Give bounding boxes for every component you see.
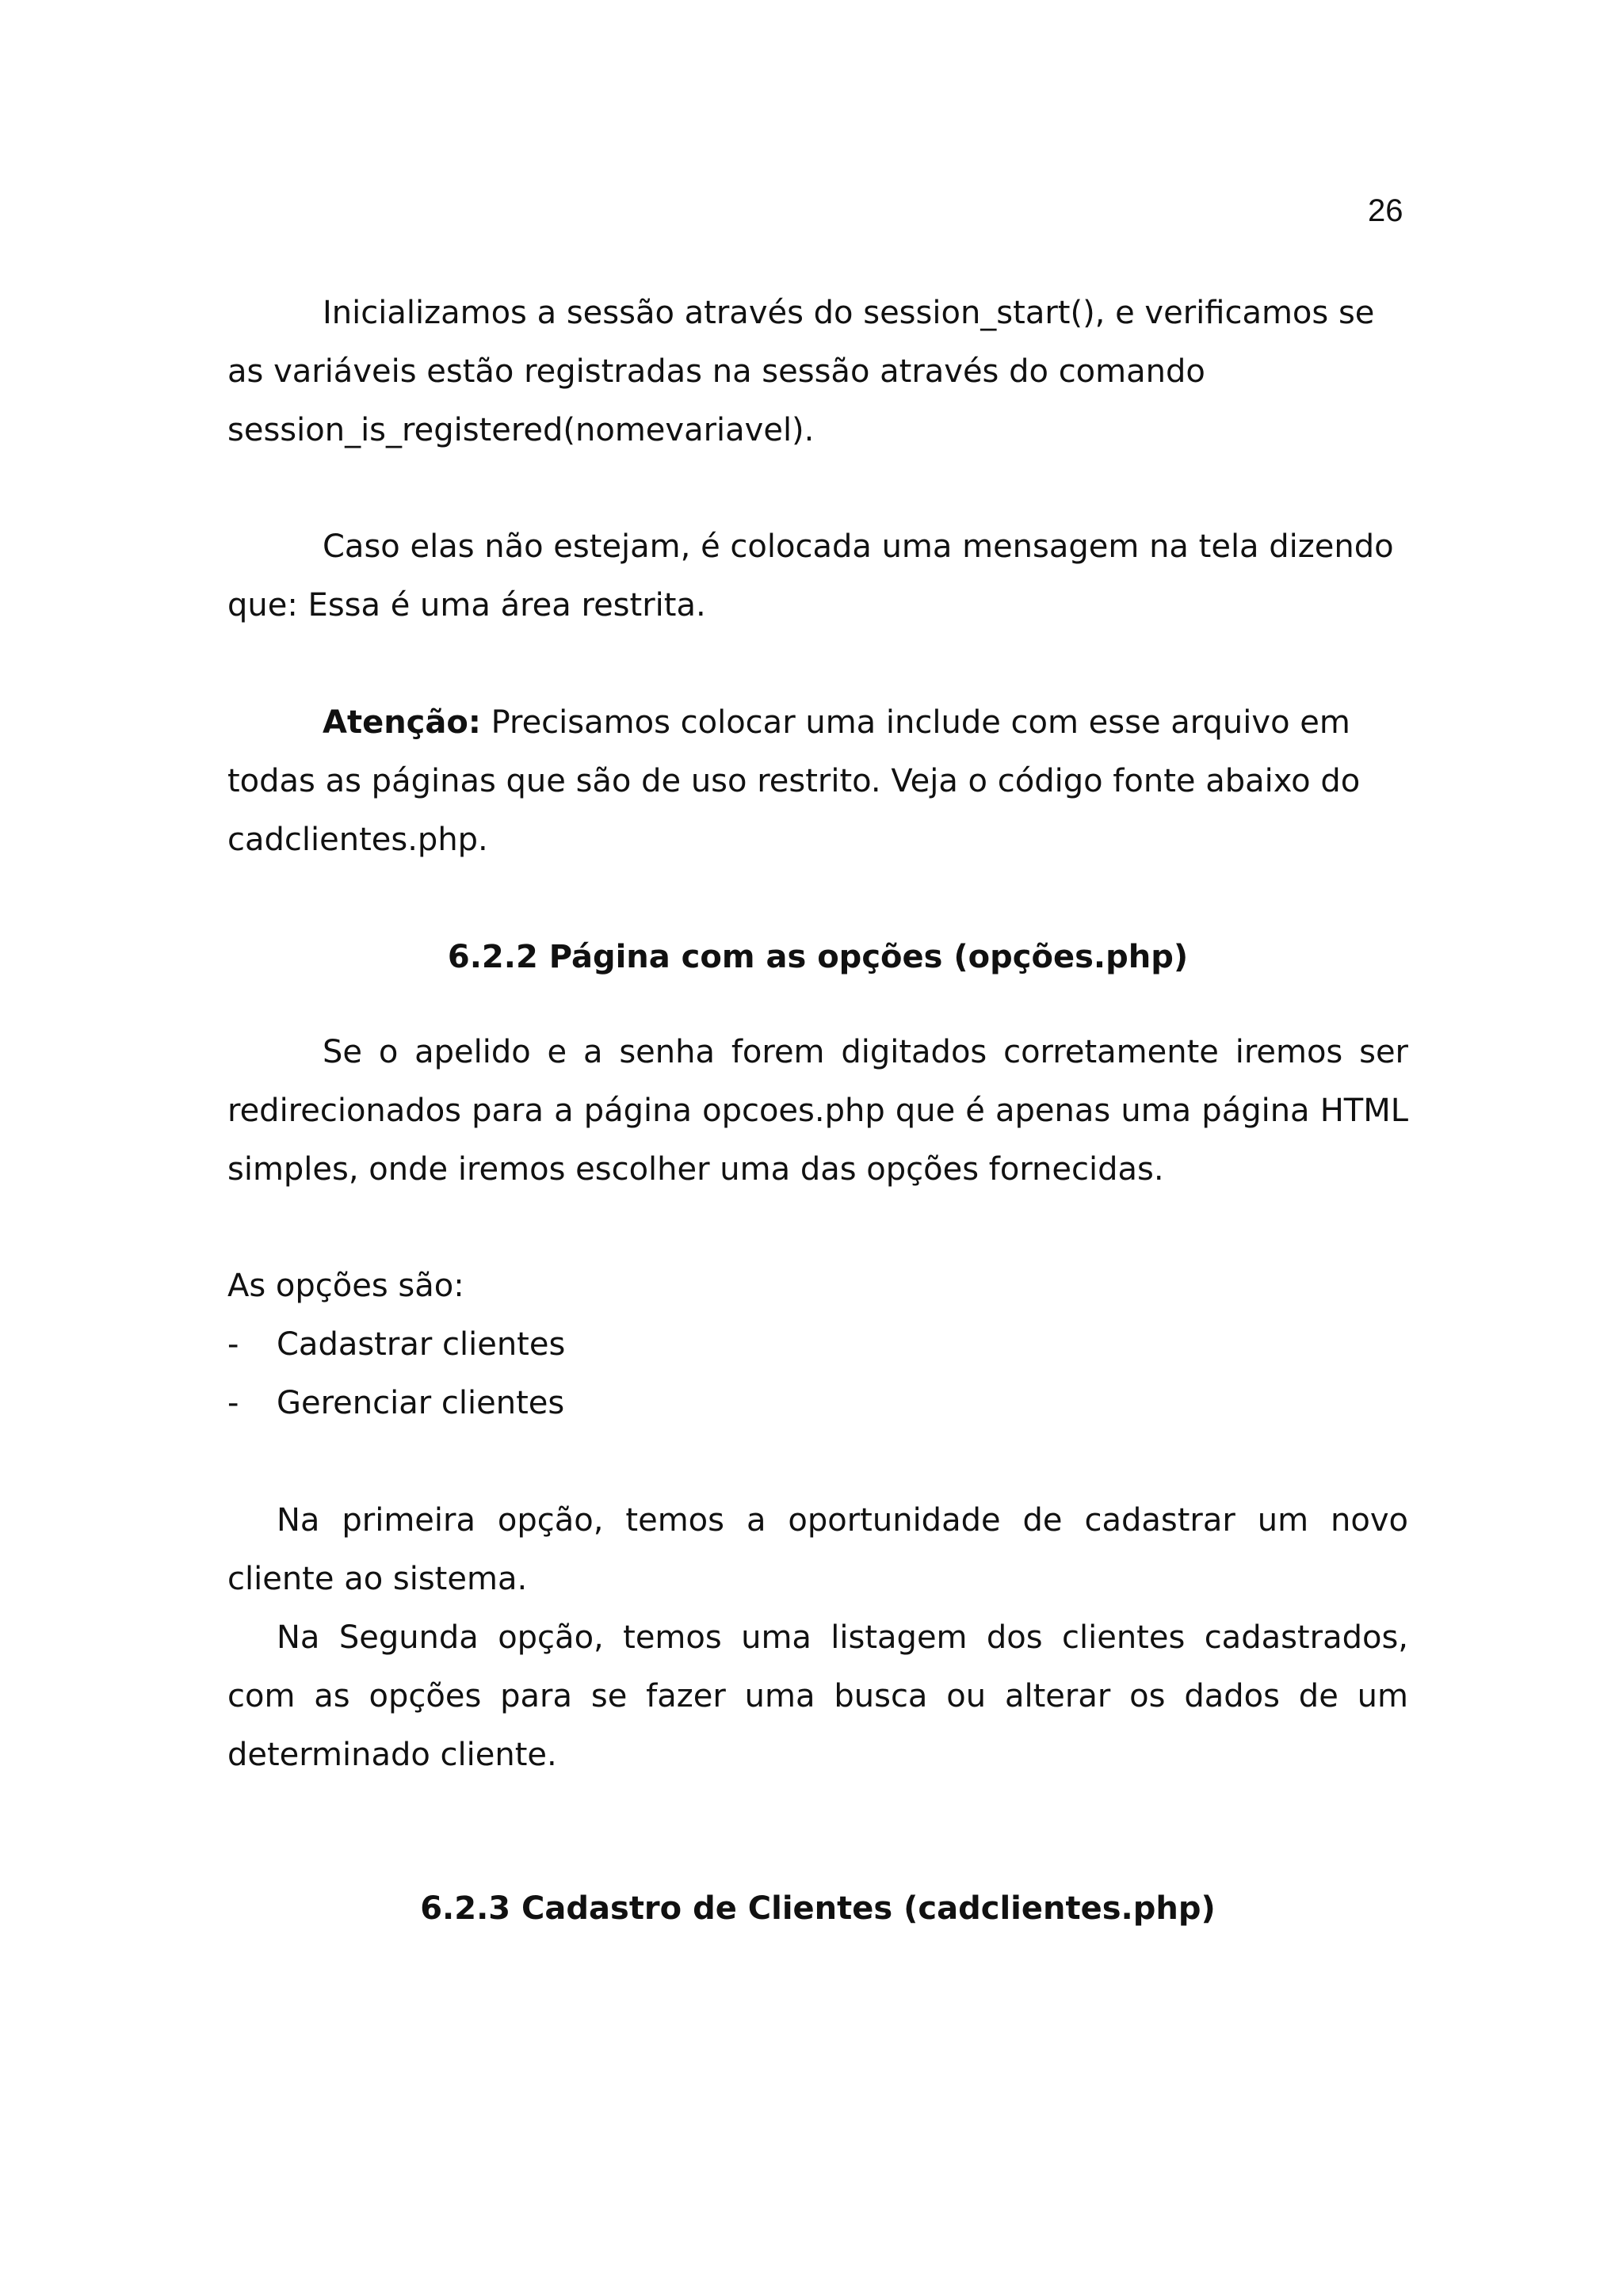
list-item-label: Gerenciar clientes xyxy=(277,1385,565,1421)
options-list xyxy=(227,1315,1408,1432)
page-number: 26 xyxy=(1368,193,1403,228)
paragraph-options-intro: As opções são: xyxy=(227,1268,464,1304)
paragraph-attention xyxy=(227,693,1384,869)
paragraph-restricted-message: Caso elas não estejam, é colocada uma mensagem na tela dizendo que: Essa é uma área restrita. xyxy=(227,528,1394,624)
attention-label: Atenção: xyxy=(323,704,481,741)
paragraph-redirect: Se o apelido e a senha forem digitados corretamente iremos ser redirecionados para a página opcoes.php que é apenas uma página HTML simples, onde iremos escolher uma das opções fornecidas. xyxy=(227,1034,1408,1188)
list-dash: - xyxy=(227,1385,239,1421)
list-item-label: Cadastrar clientes xyxy=(277,1326,566,1363)
section-heading-options-page: 6.2.2 Página com as opções (opções.php) xyxy=(447,939,1189,975)
paragraph-session-start: Inicializamos a sessão através do session_start(), e verificamos se as variáveis estão registradas na sessão através do comando session_is_registered(nomevariavel). xyxy=(227,295,1375,448)
list-dash: - xyxy=(227,1326,239,1363)
paragraph-second-option: Na Segunda opção, temos uma listagem dos clientes cadastrados, com as opções para se fazer uma busca ou alterar os dados de um determinado cliente. xyxy=(227,1619,1408,1773)
attention-text: Precisamos colocar uma include com esse arquivo em todas as páginas que são de uso restrito. Veja o código fonte abaixo do cadclientes.php. xyxy=(227,704,1361,858)
list-item xyxy=(227,1374,1408,1432)
paragraph-first-option: Na primeira opção, temos a oportunidade de cadastrar um novo cliente ao sistema. xyxy=(227,1502,1408,1597)
section-heading-client-registration: 6.2.3 Cadastro de Clientes (cadclientes.php) xyxy=(420,1890,1216,1927)
list-item xyxy=(227,1315,1408,1374)
